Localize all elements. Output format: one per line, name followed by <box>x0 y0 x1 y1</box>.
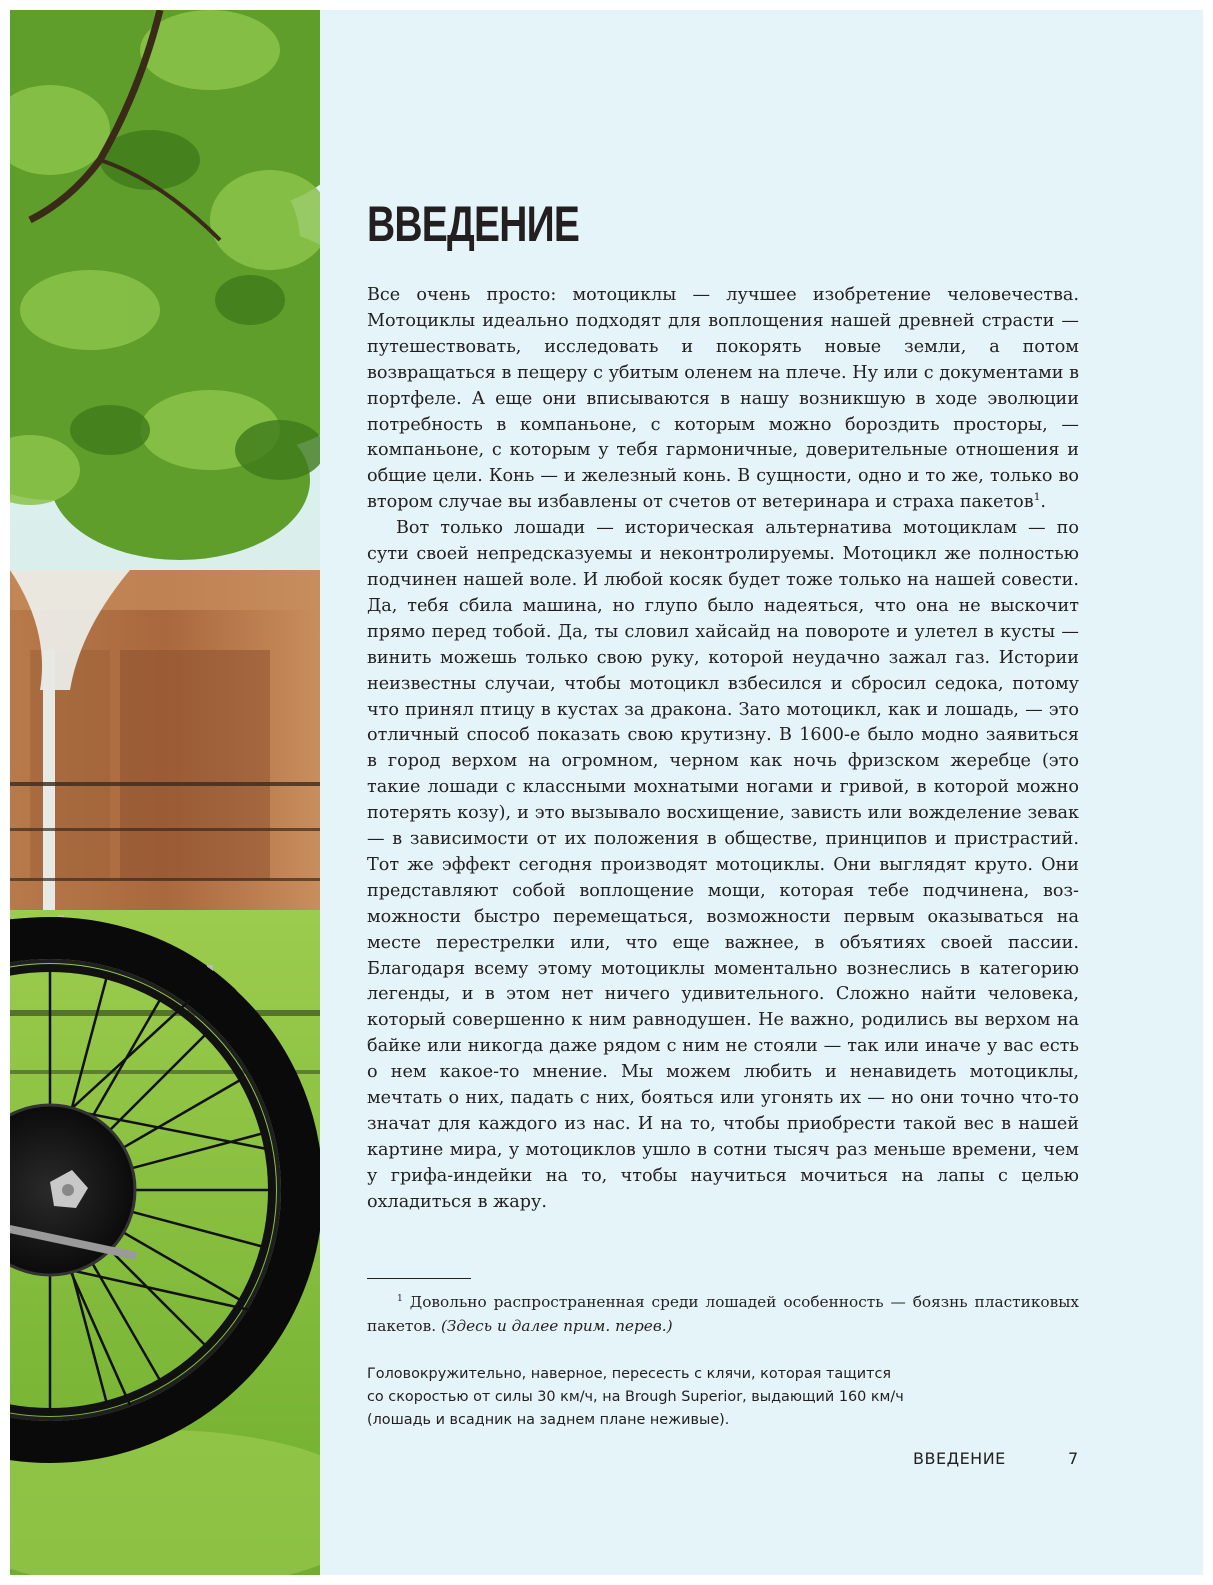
paragraph-text: Все очень просто: мотоциклы — лучшее изобретение человечества. Мотоциклы идеально подходят для воплощения нашей древней страсти — путешествовать, исследовать и покорять новые земли, а потом возвращаться в пещеру с убитым оленем на плече. Ну или с документами в портфеле. А еще они вписываются в нашу возникшую в ходе эволюции потребность в компаньоне, с которым можно бороздить просторы, — компаньоне, с которым у тебя гармоничные, доверительные отношения и общие цели. Конь — и железный конь. В сущности, одно и то же, только во втором случае вы избавлены от счетов от ветеринара и страха пакетов <box>367 285 1079 513</box>
caption-line: Головокружительно, наверное, пересесть с клячи, которая тащится <box>367 1366 892 1382</box>
footnote-marker: 1 <box>397 1292 403 1304</box>
chapter-title: ВВЕДЕНИЕ <box>367 196 580 252</box>
page-number: 7 <box>1068 1449 1079 1468</box>
footnote <box>367 1290 1079 1338</box>
motorcycle-photo <box>10 10 320 1575</box>
sentence-end: . <box>1040 492 1046 513</box>
caption-line: (лошадь и всадник на заднем плане неживые). <box>367 1412 730 1428</box>
footnote-divider <box>367 1278 471 1279</box>
chapter-body <box>367 283 1079 1216</box>
running-head: ВВЕДЕНИЕ <box>913 1449 1006 1468</box>
footnote-text: Довольно распространенная среди лошадей особенность — боязнь пластиковых пакетов. <box>367 1293 1079 1335</box>
footnote-note: (Здесь и далее прим. перев.) <box>440 1317 673 1335</box>
body-paragraph <box>367 283 1079 516</box>
body-paragraph: Вот только лошади — историческая альтернатива мотоциклам — по сути своей непредсказуемы и неконтролируемы. Мотоцикл же полностью подчинен нашей воле. И любой косяк будет тоже только на нашей совести. Да, тебя сбила машина, но глупо было надеяться, что она не выскочит прямо перед тобой. Да, ты словил хайсайд на повороте и улетел в кусты — винить можешь только свою руку, которой неудачно зажал газ. Истории неизвестны случаи, чтобы мотоцикл взбесился и сбросил седока, потому что принял птицу в кустах за дракона. Зато мотоцикл, как и лошадь, — это отличный способ показать свою крутизну. В 1600-е было модно заявиться в город верхом на огромном, черном как ночь фризском жеребце (это такие лошади с классными мохнатыми ногами и гривой, в которой можно потерять козу), и это вызывало восхищение, зависть или вожделение зевак — в зависимости от их положения в обществе, принципов и пристрастий. Тот же эффект сегодня производят мотоциклы. Они выглядят круто. Они представляют собой воплощение мощи, которая тебе подчинена, возможности быстро перемещаться, возможности первым оказываться на месте перестрелки или, что еще важнее, в объятиях своей пассии. Благодаря всему этому мотоциклы моментально вознеслись в категорию легенды, и в этом нет ничего удивительного. Сложно найти человека, который совершенно к ним равнодушен. Не важно, родились вы верхом на байке или никогда даже рядом с ним не стояли — так или иначе у вас есть о нем какое-то мнение. Мы можем любить и ненавидеть мотоциклы, мечтать о них, падать с них, бояться или угонять их — но они точно что-то значат для каждого из нас. И на то, чтобы приобрести такой вес в нашей картине мира, у мотоциклов ушло в сотни тысяч раз меньше времени, чем у грифа-индейки на то, чтобы научиться мочиться на лапы с целью охладиться в жару. <box>367 518 1079 1212</box>
caption-line: со скоростью от силы 30 км/ч, на Brough Superior, выдающий 160 км/ч <box>367 1389 904 1405</box>
footnote-reference[interactable]: 1 <box>1033 491 1041 504</box>
photo-caption <box>367 1363 927 1432</box>
